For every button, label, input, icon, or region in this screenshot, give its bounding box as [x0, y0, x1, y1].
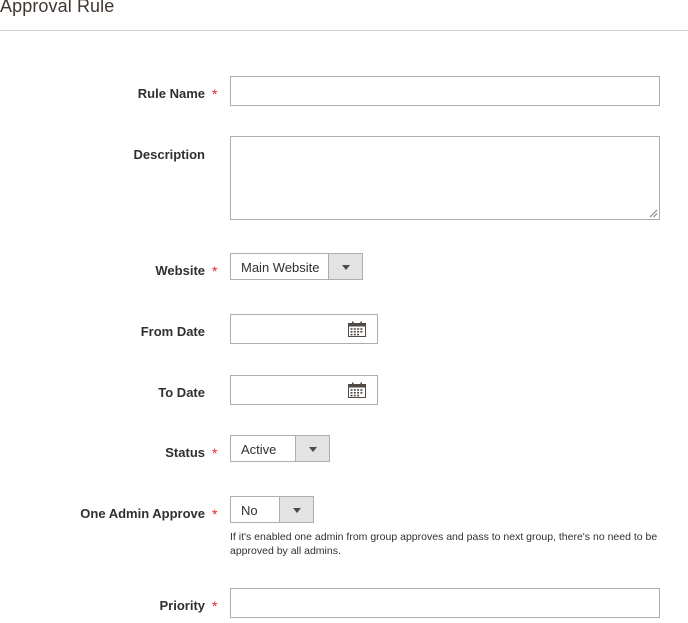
to-date-input[interactable] [230, 375, 378, 405]
chevron-down-icon [342, 265, 350, 270]
website-required-marker: * [212, 263, 218, 279]
description-textarea[interactable] [230, 136, 660, 220]
website-dropdown-button[interactable] [328, 254, 362, 279]
title-divider [0, 30, 688, 31]
status-selected-value: Active [241, 442, 277, 457]
status-required-marker: * [212, 445, 218, 461]
website-label: Website [155, 263, 205, 278]
description-label: Description [133, 147, 205, 162]
from-date-label: From Date [140, 324, 205, 339]
rule-name-input[interactable] [230, 76, 660, 106]
from-date-input[interactable] [230, 314, 378, 344]
status-select[interactable] [230, 435, 330, 462]
website-select[interactable] [230, 253, 363, 280]
one-admin-approve-dropdown-button[interactable] [279, 497, 313, 522]
priority-required-marker: * [212, 598, 218, 614]
chevron-down-icon [293, 508, 301, 513]
status-label: Status [165, 445, 205, 460]
rule-name-label: Rule Name [137, 86, 205, 101]
one-admin-approve-select[interactable] [230, 496, 314, 523]
resize-grip-icon[interactable] [649, 209, 658, 218]
section-title: Approval Rule [0, 0, 115, 16]
priority-label: Priority [159, 598, 205, 613]
status-dropdown-button[interactable] [295, 436, 329, 461]
priority-input[interactable] [230, 588, 660, 618]
calendar-icon[interactable] [348, 382, 366, 398]
rule-name-required-marker: * [212, 86, 218, 102]
chevron-down-icon [309, 447, 317, 452]
calendar-icon[interactable] [348, 321, 366, 337]
one-admin-approve-selected-value: No [241, 503, 258, 518]
website-selected-value: Main Website [241, 260, 320, 275]
one-admin-approve-note: If it's enabled one admin from group approves and pass to next group, there's no need to be approved by all admins. [230, 531, 658, 557]
to-date-label: To Date [158, 385, 205, 400]
one-admin-approve-required-marker: * [212, 506, 218, 522]
one-admin-approve-label: One Admin Approve [80, 506, 205, 521]
